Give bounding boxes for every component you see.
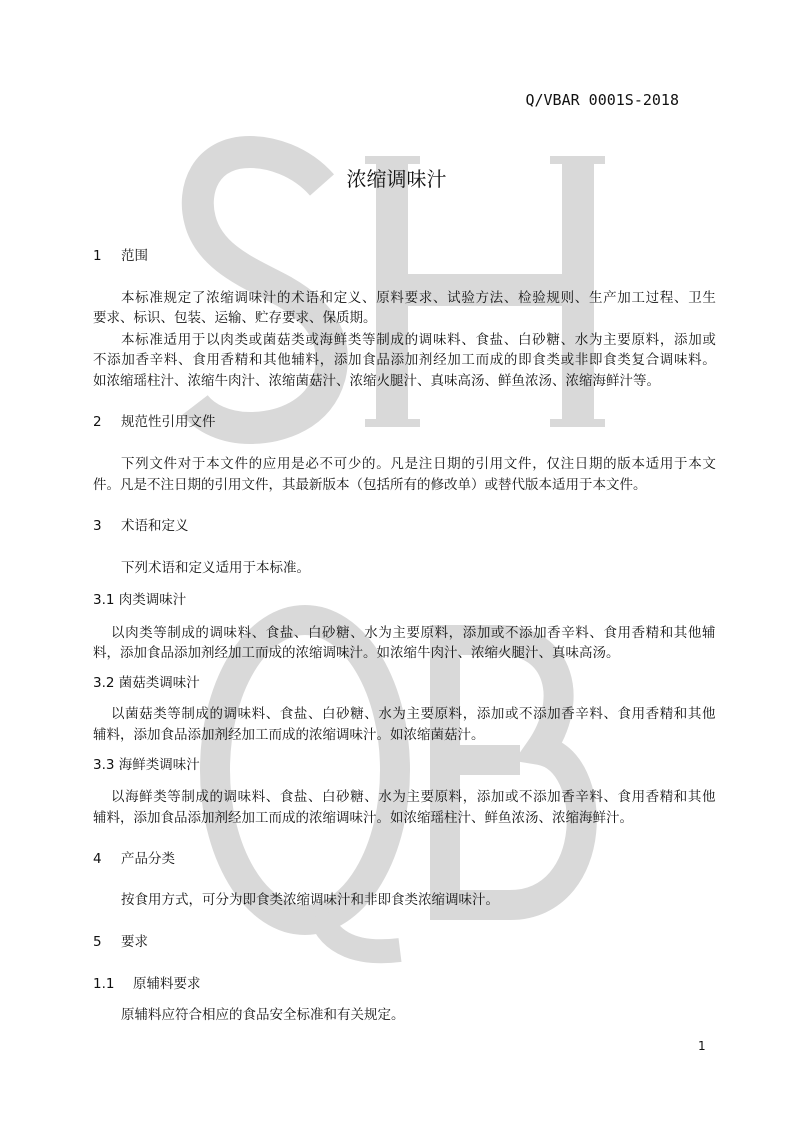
watermark-letter-q <box>215 620 395 920</box>
subsection-3-2-heading: 3.2 菌菇类调味汁 <box>93 675 200 691</box>
section-2-heading <box>93 412 216 432</box>
section-number: 5 <box>93 934 102 950</box>
section-title: 规范性引用文件 <box>121 414 216 430</box>
subsection-3-1-heading: 3.1 肉类调味汁 <box>93 592 187 608</box>
paragraph-line: 按食用方式，可分为即食类浓缩调味汁和非即食类浓缩调味汁。 <box>121 892 499 908</box>
section-title: 术语和定义 <box>121 518 189 534</box>
paragraph-line: 不添加香辛料、食用香精和其他辅料，添加食品添加剂经加工而成的即食类或非即食类复合调味料。 <box>93 352 717 368</box>
subsection-3-3-heading: 3.3 海鲜类调味汁 <box>93 757 200 773</box>
section-1-heading <box>93 246 148 266</box>
section-title: 原辅料要求 <box>133 976 201 992</box>
subsection-1-1-heading <box>93 974 201 994</box>
section-number: 1.1 <box>93 976 115 992</box>
paragraph-line: 件。凡是不注日期的引用文件，其最新版本（包括所有的修改单）或替代版本适用于本文件。 <box>93 477 647 493</box>
paragraph-line: 本标准规定了浓缩调味汁的术语和定义、原料要求、试验方法、检验规则、生产加工过程、卫生 <box>121 290 717 306</box>
paragraph-line: 以菌菇类等制成的调味料、食盐、白砂糖、水为主要原料，添加或不添加香辛料、食用香精和其他 <box>111 706 717 722</box>
section-4-heading <box>93 849 175 869</box>
section-5-heading <box>93 932 148 952</box>
page-number: 1 <box>698 1039 706 1053</box>
paragraph-line: 辅料，添加食品添加剂经加工而成的浓缩调味汁。如浓缩瑶柱汁、鲜鱼浓汤、浓缩海鲜汁。 <box>93 810 633 826</box>
section-number: 4 <box>93 851 102 867</box>
document-title: 浓缩调味汁 <box>346 167 447 191</box>
section-number: 3 <box>93 518 102 534</box>
watermark-letter-b <box>445 625 582 920</box>
paragraph-line: 本标准适用于以肉类或菌菇类或海鲜类等制成的调味料、食盐、白砂糖、水为主要原料，添加或 <box>121 332 717 348</box>
section-number: 1 <box>93 248 102 264</box>
section-title: 产品分类 <box>121 851 175 867</box>
paragraph-line: 以肉类等制成的调味料、食盐、白砂糖、水为主要原料，添加或不添加香辛料、食用香精和其他辅 <box>111 625 717 641</box>
section-3-heading <box>93 516 189 536</box>
paragraph-line: 以海鲜类等制成的调味料、食盐、白砂糖、水为主要原料，添加或不添加香辛料、食用香精和其他 <box>111 789 717 805</box>
paragraph-line: 如浓缩瑶柱汁、浓缩牛肉汁、浓缩菌菇汁、浓缩火腿汁、真味高汤、鲜鱼浓汤、浓缩海鲜汁等。 <box>93 373 660 389</box>
standard-code: Q/VBAR 0001S-2018 <box>525 91 679 109</box>
paragraph-line: 要求、标识、包装、运输、贮存要求、保质期。 <box>93 310 377 326</box>
paragraph-line: 辅料，添加食品添加剂经加工而成的浓缩调味汁。如浓缩菌菇汁。 <box>93 727 485 743</box>
section-title: 要求 <box>121 934 148 950</box>
section-title: 范围 <box>121 248 148 264</box>
paragraph-line: 料，添加食品添加剂经加工而成的浓缩调味汁。如浓缩牛肉汁、浓缩火腿汁、真味高汤。 <box>93 645 620 661</box>
section-number: 2 <box>93 414 102 430</box>
paragraph-line: 下列术语和定义适用于本标准。 <box>121 560 310 576</box>
paragraph-line: 原辅料应符合相应的食品安全标准和有关规定。 <box>121 1007 405 1023</box>
paragraph-line: 下列文件对于本文件的应用是必不可少的。凡是注日期的引用文件，仅注日期的版本适用于本文 <box>121 456 717 472</box>
